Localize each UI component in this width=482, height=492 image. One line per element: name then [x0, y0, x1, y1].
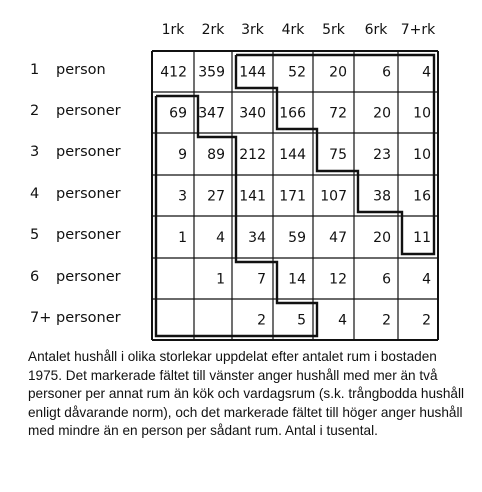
- table-cell: 20: [329, 64, 347, 81]
- table-cell: 144: [239, 64, 266, 81]
- row-number: 2: [30, 102, 40, 119]
- row-label-text: personer: [56, 227, 121, 243]
- table-cell: 20: [373, 105, 391, 122]
- column-header: 3rk: [241, 22, 264, 38]
- table-cell: 2: [382, 312, 391, 329]
- table-cell: 141: [239, 188, 266, 205]
- table-cell: 38: [373, 188, 391, 205]
- table-cell: 212: [239, 147, 266, 163]
- table-cell: 89: [207, 147, 225, 163]
- table-cell: 20: [373, 230, 391, 246]
- table-cell: 144: [279, 147, 306, 163]
- table-cell: 34: [248, 230, 266, 246]
- row-number: 6: [30, 268, 40, 285]
- row-label-text: person: [56, 61, 106, 78]
- table-cell: 2: [422, 312, 431, 329]
- table-cell: 1: [178, 230, 187, 246]
- row-label-text: personer: [56, 102, 121, 119]
- table-cell: 3: [178, 188, 187, 205]
- table-cell: 9: [178, 147, 187, 163]
- column-header: 7+rk: [400, 22, 436, 38]
- table-cell: 12: [329, 271, 347, 288]
- table-cell: 2: [257, 312, 266, 329]
- row-number: 7+: [30, 309, 52, 326]
- table-cell: 4: [422, 64, 431, 81]
- table-cell: 166: [279, 105, 306, 122]
- table-cell: 4: [422, 271, 431, 288]
- table-cell: 359: [198, 64, 225, 81]
- row-label-text: personer: [56, 268, 121, 285]
- table-cell: 340: [239, 105, 266, 122]
- table-cell: 5: [297, 312, 306, 329]
- table-cell: 6: [382, 271, 391, 288]
- row-label-text: personer: [56, 144, 121, 160]
- table-cell: 47: [329, 230, 347, 246]
- row-label-text: personer: [56, 185, 121, 202]
- table-cell: 11: [413, 230, 431, 246]
- table-cell: 10: [413, 105, 431, 122]
- row-label-text: personer: [56, 309, 121, 326]
- row-number: 4: [30, 185, 40, 202]
- column-header: 4rk: [281, 22, 305, 38]
- table-cell: 6: [382, 64, 391, 81]
- table-cell: 27: [207, 188, 225, 205]
- table-cell: 16: [413, 188, 431, 205]
- table-cell: 10: [413, 147, 431, 163]
- table-cell: 69: [169, 105, 187, 122]
- table-cell: 52: [288, 64, 306, 81]
- row-number: 5: [30, 227, 40, 243]
- table-cell: 4: [216, 230, 225, 246]
- table-cell: 412: [160, 64, 187, 81]
- table-cell: 4: [338, 312, 347, 329]
- figure-caption: Antalet hushåll i olika storlekar uppdelat efter antalet rum i bostaden 1975. Det markerade fältet till vänster anger hushåll med mer än två personer per annat rum än kök och vardagsrum (s.k. trångbodda hushåll enligt dåvarande norm), och det markerade fältet till höger anger hushåll med mindre än en person per sådant rum. Antal i tusental.: [28, 349, 464, 438]
- column-header: 2rk: [201, 22, 225, 38]
- table-cell: 14: [288, 271, 306, 288]
- table-cell: 347: [198, 105, 225, 122]
- table-cell: 59: [288, 230, 306, 246]
- table-cell: 23: [373, 147, 391, 163]
- row-number: 3: [30, 144, 40, 160]
- column-header: 6rk: [364, 22, 388, 38]
- table-cell: 107: [320, 188, 347, 205]
- column-header: 1rk: [161, 22, 185, 38]
- row-number: 1: [30, 61, 40, 78]
- table-cell: 171: [279, 188, 306, 205]
- column-header: 5rk: [322, 22, 345, 38]
- table-cell: 72: [329, 105, 347, 122]
- table-cell: 7: [257, 271, 266, 288]
- table-cell: 75: [329, 147, 347, 163]
- table-cells: [160, 65, 431, 329]
- table-cell: 1: [216, 271, 225, 288]
